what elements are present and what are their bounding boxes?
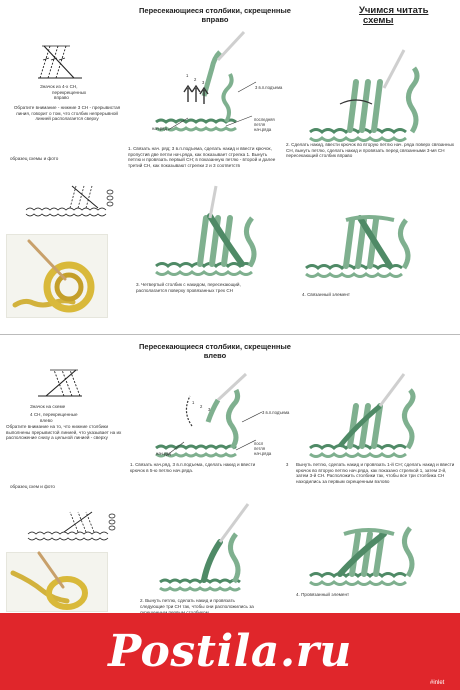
s2-diagram-last-loop-line2: петля bbox=[254, 446, 265, 451]
section2-symbol-caption2-line1: 4 СН, перекрещенные bbox=[30, 412, 78, 417]
section2-symbol-caption2-line2: влево bbox=[40, 417, 53, 423]
symbol-caption-line3: вправо bbox=[54, 95, 69, 101]
section1-step4: 4. Связанный элемент bbox=[302, 292, 351, 297]
section1-title-line1: Пересекающиеся столбики, скрещенные bbox=[139, 6, 291, 15]
diagram1-last-loop bbox=[254, 117, 275, 132]
s2-step3-diagram bbox=[300, 374, 440, 462]
symbol-crossed-right bbox=[38, 44, 82, 80]
section2-step4: 4. Провязанный элемент bbox=[296, 592, 350, 597]
section2-title-line1: Пересекающиеся столбики, скрещенные bbox=[139, 342, 291, 351]
section1-step1: 1. Связать нач. ряд; 3 в.п.подъема, сделать накид и ввести крючок, пропустив две петли нач.ряда, как показывает стрелка 1. Вынуть петлю и провязать первый СН; в показанную петлю - второй и далее третий СН, как показывают стрелки 2 и 3 соответств bbox=[128, 146, 276, 168]
diagram1-three-vp: 3 в.п.подъема bbox=[255, 85, 283, 90]
section2-title bbox=[110, 342, 320, 360]
brand-line1: Учимся читать bbox=[359, 5, 429, 16]
section2-photo-caption: образец схем и фото bbox=[10, 484, 55, 489]
brand-line2: схемы bbox=[363, 15, 394, 26]
step4-diagram bbox=[296, 188, 436, 284]
step3-diagram bbox=[146, 186, 276, 282]
diagram1-last-loop-line2: петля bbox=[254, 122, 265, 127]
section1-photo-caption: образец схемы и фото bbox=[10, 156, 59, 161]
section2-step3: Вынуть петлю, сделать накид и провязать 1-й СН; сделать накид и ввести крючок во вторую петлю нач.ряда, как показано стрелкой 1, затем 2-й, затем 3-й СН. Расположить столбики так, чтобы все три столбика СН находились за первым скрещенным вэлово bbox=[296, 462, 455, 484]
section2-step2-cont: следующие три СН так, чтобы они расположились за bbox=[140, 604, 254, 609]
diagram1-last-loop-line3: нач.ряда bbox=[254, 127, 272, 132]
photo-sample-1 bbox=[6, 234, 108, 318]
s2-diagram-last-loop-line3: нач.ряда bbox=[254, 451, 272, 456]
s2-step3-num: 3 bbox=[286, 462, 289, 467]
section2-symbol-caption: Значок на схеме bbox=[30, 404, 66, 409]
diagram1-last-loop-line1: последняя bbox=[254, 117, 275, 122]
diagram1-num2: 2 bbox=[194, 77, 197, 82]
diagram1-num1: 1 bbox=[186, 73, 189, 78]
section2-title-line2: влево bbox=[203, 351, 227, 360]
section1-step2: 2. Сделать накид, ввести крючок во вторую петлю нач. ряда поверх связанных СН, вынуть петлю, сделать накид и провязать перед связанными 3-мя СН пересекающий столбик вправо bbox=[286, 142, 455, 159]
s2-diagram-last-loop-line1: посл bbox=[254, 441, 264, 446]
s2-diagram-last-loop bbox=[254, 441, 271, 456]
diagram1-num3: 3 bbox=[202, 80, 205, 85]
brand-heading bbox=[359, 6, 428, 26]
symbol-crossed-left bbox=[38, 368, 82, 398]
watermark-text: Postila.ru bbox=[108, 626, 352, 677]
section1-step3: 3. Четвертый столбик с накидом, пересекающий, располагается поверху провязанных трех СН bbox=[136, 282, 241, 293]
section1-title bbox=[110, 6, 320, 24]
section1-note: Обратите внимание - нижние 3 СН - прерывистая линия, говорит о том, что столбик непрерывной линией располагается сверху bbox=[13, 105, 121, 122]
s2-diagram-num3: 3 bbox=[208, 407, 211, 412]
symbol-caption-line1: Значок из 4-х СН, bbox=[40, 84, 78, 89]
diagram1-nach-ryad: нач.ряд bbox=[152, 126, 167, 131]
s2-diagram-num2: 2 bbox=[200, 404, 203, 409]
s2-step4-diagram bbox=[300, 500, 440, 590]
section-divider bbox=[0, 334, 460, 335]
footer-tag: #inlet bbox=[430, 680, 445, 686]
section2-step1: 1. Связать нач.ряд, 3 в.п.подъема, сделать накид и ввести крючок в 5-ю петлю нач.ряда. bbox=[130, 462, 256, 473]
section1-title-line2: вправо bbox=[201, 15, 229, 24]
step2-diagram bbox=[300, 48, 440, 148]
section2-note: Обратите внимание на то, что нижние столбики выполнены прерывистой линией, что указывает на их расположение снизу а цельной линией - сверху bbox=[6, 424, 122, 441]
schema-diagram-2 bbox=[28, 510, 118, 540]
section2-step2: 2. Вынуть петлю, сделать накид и провязать bbox=[140, 598, 235, 603]
s2-diagram-three-vp: 3 в.п.подъема bbox=[262, 410, 290, 415]
s2-diagram-nach-ryad: нач.ряд bbox=[156, 451, 171, 456]
symbol-caption bbox=[40, 84, 120, 101]
section2-symbol-caption2 bbox=[30, 412, 78, 423]
s2-step2-diagram bbox=[150, 502, 270, 598]
photo-sample-2 bbox=[6, 552, 108, 612]
s2-diagram-num1: 1 bbox=[192, 400, 195, 405]
schema-diagram-1 bbox=[26, 184, 116, 216]
symbol-caption-line2: перекрещенных bbox=[52, 89, 87, 95]
